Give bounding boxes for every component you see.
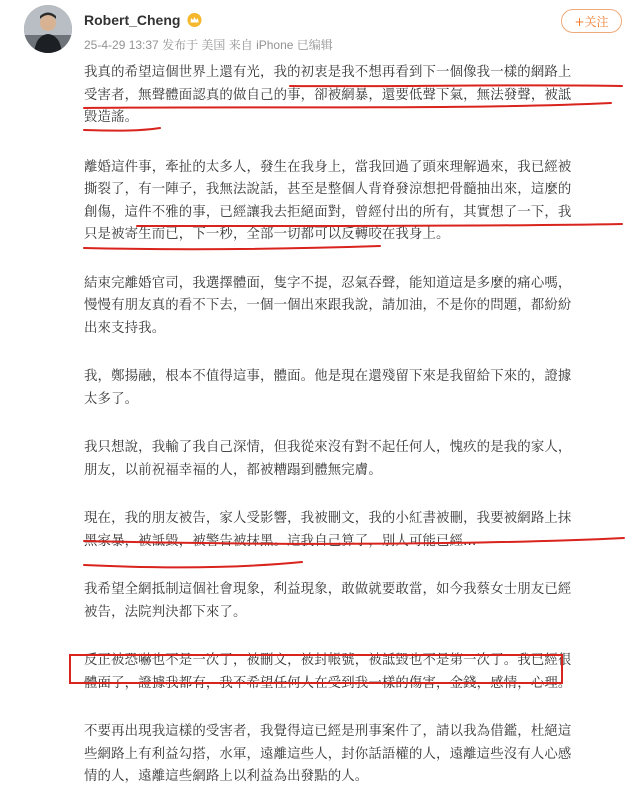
post-line: 毀造謠。 (84, 110, 139, 125)
paragraph-9 (84, 721, 630, 789)
post-line: 創傷，這件不雅的事，已經讓我去拒絕面對，曾經付出的所有，其實想了一下，我 (84, 204, 572, 220)
paragraph-3 (84, 273, 630, 341)
crown-icon (187, 13, 202, 30)
post-timestamp: 25-4-29 13:37 (84, 38, 159, 52)
post-line: 朋友，以前祝福幸福的人，都被糟蹋到體無完膚。 (84, 462, 382, 478)
post-line: 些網路上有利益勾搭，水軍，遠離這些人，封你話語權的人，遠離這些沒有人心感 (84, 746, 572, 762)
paragraph-1 (84, 62, 630, 130)
post-meta (84, 36, 333, 53)
post-line: 我只想說，我輸了我自己深情，但我從來沒有對不起任何人，愧疚的是我的家人， (84, 440, 572, 455)
post-line: 被告，法院判決都下來了。 (84, 604, 247, 620)
post-line: 慢慢有朋友真的看不下去，一個一個出來跟我說，請加油，不是你的問題，都紛紛 (84, 298, 572, 313)
post-line: 我希望全網抵制這個社會現象，利益現象，敢做就要敢當，如今我蔡女士朋友已經 (84, 582, 572, 597)
follow-button[interactable]: +关注 (561, 9, 622, 33)
post-line: 結束完離婚官司，我選擇體面，隻字不提，忍氣吞聲，能知道這是多麼的痛心嗎， (84, 275, 572, 291)
post-line: 體面了，證據我都有，我不希望任何人在受到我一樣的傷害，金錢，感情，心理。 (84, 675, 572, 691)
paragraph-7 (84, 579, 630, 624)
username[interactable] (84, 12, 202, 30)
post-source: 发布于 美国 来自 iPhone 已编辑 (162, 38, 333, 52)
post-line: 不要再出現我這樣的受害者，我覺得這已經是刑事案件了，請以我為借鑑，杜絕這 (84, 724, 572, 739)
post-line: 現在，我的朋友被告，家人受影響，我被刪文，我的小紅書被刪，我要被網路上抹 (84, 511, 572, 526)
post-line: 我，鄭揚融，根本不值得這事，體面。他是現在還殘留下來是我留給下來的，證據 (84, 369, 572, 384)
paragraph-2 (84, 157, 630, 247)
post-line: 太多了。 (84, 391, 139, 407)
post-line: 我真的希望這個世界上還有光，我的初衷是我不想再看到下一個像我一樣的網路上 (84, 65, 572, 80)
post-line: 離婚這件事，牽扯的太多人，發生在我身上，當我回過了頭來理解過來，我已經被 (84, 159, 572, 175)
post-line: 出來支持我。 (84, 320, 166, 336)
avatar-photo (24, 5, 72, 53)
post-line: 只是被寄生而已，下一秒，全部一切都可以反轉咬在我身上。 (84, 227, 450, 242)
post-body (84, 62, 630, 789)
post-line: 黑家暴，被詆毀，被警告被抹黑。這我自己算了，別人可能已經... (84, 533, 477, 549)
post-line: 情的人，遠離這些網路上以利益為出發點的人。 (84, 769, 369, 784)
post-line: 受害者，無聲體面認真的做自己的事，卻被網暴，還要低聲下氣，無法發聲，被詆 (84, 87, 572, 103)
paragraph-8 (84, 650, 630, 695)
avatar[interactable] (24, 5, 72, 53)
username-text[interactable]: Robert_Cheng (84, 12, 181, 28)
paragraph-4 (84, 366, 630, 411)
paragraph-6 (84, 508, 630, 553)
post-header (0, 0, 636, 62)
post-line: 撕裂了，有一陣子，我無法說話，甚至是整個人背脊發涼想把骨髓抽出來，這麼的 (84, 182, 572, 197)
post-line: 反正被恐嚇也不是一次了，被刪文，被封帳號，被詆毀也不是第一次了。我已經很 (84, 653, 572, 668)
paragraph-5 (84, 437, 630, 482)
